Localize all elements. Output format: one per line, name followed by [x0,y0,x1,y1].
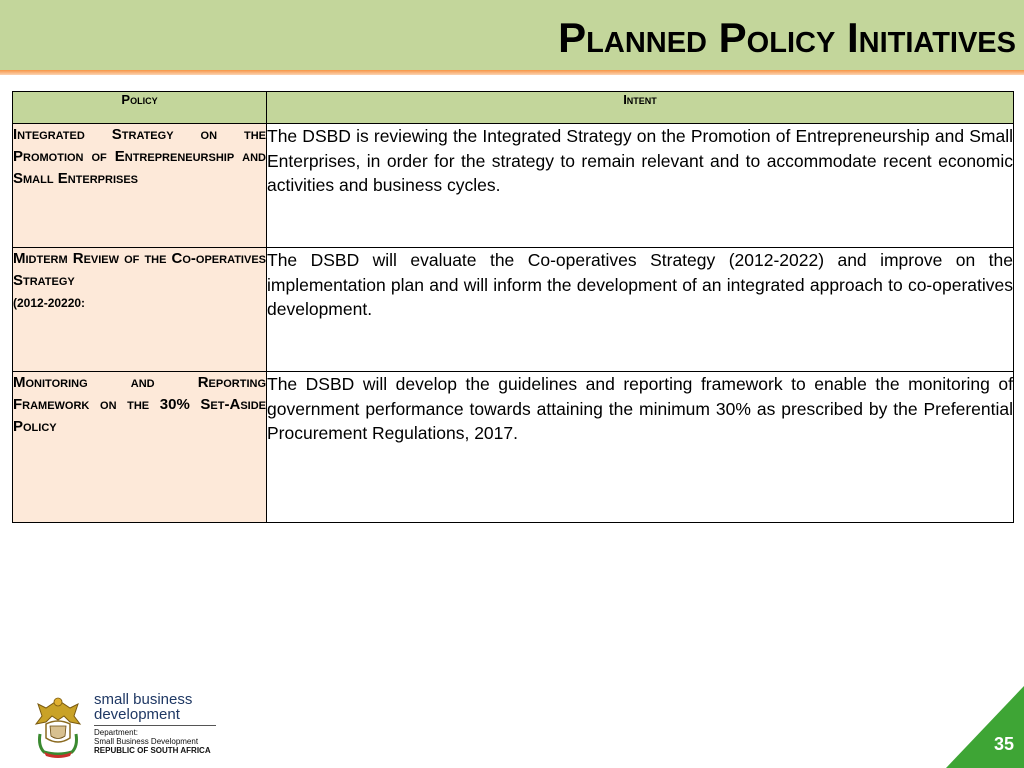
table-row [13,372,1014,523]
policy-name: Midterm Review of the Co-operatives Strategy [13,250,266,289]
logo-text-line2: development [94,706,180,723]
policy-name: Monitoring and Reporting Framework on the 30% Set-Aside Policy [13,372,267,523]
column-header-policy: Policy [13,92,267,124]
coat-of-arms-icon [32,694,84,760]
page-number: 35 [993,734,1014,754]
logo-dept-name: Small Business Development [94,737,199,746]
policy-table [12,91,1014,523]
policy-name-subtitle: (2012-20220: [13,296,86,310]
page-number-badge [946,686,1024,768]
policy-intent: The DSBD is reviewing the Integrated Strategy on the Promotion of Entrepreneurship and Small Enterprises, in order for the strategy to remain relevant and to accommodate recent economic activities and business cycles. [267,124,1014,248]
table-row [13,124,1014,248]
table-row [13,248,1014,372]
table-header-row [13,92,1014,124]
policy-name-cell [13,248,267,372]
logo-country: REPUBLIC OF SOUTH AFRICA [94,746,211,755]
department-logo [30,692,220,760]
logo-dept-label: Department: [94,728,139,737]
policy-intent: The DSBD will evaluate the Co-operatives Strategy (2012-2022) and improve on the implementation plan and will inform the development of an integrated approach to co-operatives development. [267,248,1014,372]
title-underline [0,70,1024,75]
logo-divider [94,725,216,726]
policy-intent: The DSBD will develop the guidelines and reporting framework to enable the monitoring of government performance towards attaining the minimum 30% as prescribed by the Preferential Procurement Regulations, 2017. [267,372,1014,523]
page-title: Planned Policy Initiatives [558,14,1016,61]
column-header-intent: Intent [267,92,1014,124]
policy-name: Integrated Strategy on the Promotion of Entrepreneurship and Small Enterprises [13,124,267,248]
logo-text-line1: small business [94,691,193,708]
